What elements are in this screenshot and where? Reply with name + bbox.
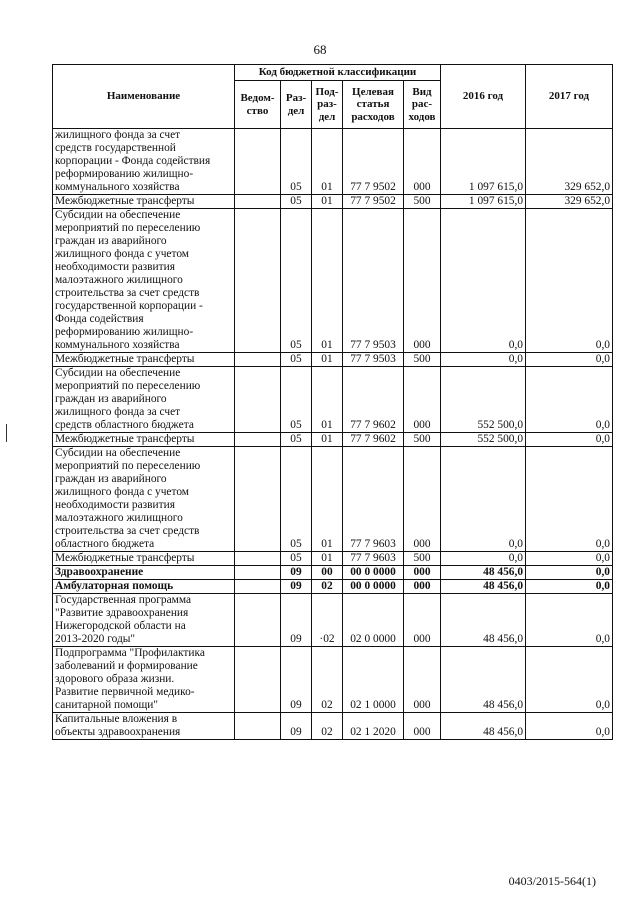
row-tselevaya: 77 7 9603 — [343, 552, 404, 566]
row-name: Государственная программа "Развитие здравоохранения Нижегородской области на 2013-2020 годы" — [53, 594, 235, 647]
row-2017: 0,0 — [526, 647, 613, 713]
table-row — [53, 594, 613, 647]
row-2016: 1 097 615,0 — [441, 129, 526, 195]
row-2016: 552 500,0 — [441, 433, 526, 447]
row-2017: 0,0 — [526, 433, 613, 447]
row-razdel: 09 — [281, 713, 312, 740]
row-tselevaya: 00 0 0000 — [343, 580, 404, 594]
row-2016: 1 097 615,0 — [441, 195, 526, 209]
row-podrazdel: 01 — [312, 195, 343, 209]
row-name: Субсидии на обеспечение мероприятий по переселению граждан из аварийного жилищного фонда с учетом необходимости развития малоэтажного жилищного строительства за счет средств государственной корпорации - Фонда содействия реформированию жилищно- коммунального хозяйства — [53, 209, 235, 353]
table-row — [53, 713, 613, 740]
row-vid: 000 — [404, 447, 441, 552]
row-vedomstvo — [235, 129, 281, 195]
row-razdel: 05 — [281, 552, 312, 566]
row-razdel: 09 — [281, 580, 312, 594]
row-2016: 0,0 — [441, 447, 526, 552]
row-2016: 48 456,0 — [441, 594, 526, 647]
row-podrazdel: 00 — [312, 566, 343, 580]
row-name: Межбюджетные трансферты — [53, 433, 235, 447]
row-name: Субсидии на обеспечение мероприятий по переселению граждан из аварийного жилищного фонда с учетом необходимости развития малоэтажного жилищного строительства за счет средств областного бюджета — [53, 447, 235, 552]
row-vedomstvo — [235, 552, 281, 566]
row-2016: 0,0 — [441, 552, 526, 566]
row-vedomstvo — [235, 647, 281, 713]
row-razdel: 09 — [281, 566, 312, 580]
row-tselevaya: 02 0 0000 — [343, 594, 404, 647]
row-name: Здравоохранение — [53, 566, 235, 580]
row-tselevaya: 77 7 9602 — [343, 433, 404, 447]
row-2016: 48 456,0 — [441, 713, 526, 740]
row-razdel: 05 — [281, 447, 312, 552]
row-2017: 0,0 — [526, 552, 613, 566]
row-name: Межбюджетные трансферты — [53, 195, 235, 209]
table-row — [53, 552, 613, 566]
row-vid: 000 — [404, 367, 441, 433]
table-row — [53, 353, 613, 367]
row-name: Подпрограмма "Профилактика заболеваний и формирование здорового образа жизни. Развитие первичной медико- санитарной помощи" — [53, 647, 235, 713]
row-2016: 48 456,0 — [441, 580, 526, 594]
row-vedomstvo — [235, 353, 281, 367]
table-body — [53, 129, 613, 740]
row-vid: 000 — [404, 594, 441, 647]
table-row — [53, 195, 613, 209]
row-name: жилищного фонда за счет средств государственной корпорации - Фонда содействия реформированию жилищно- коммунального хозяйства — [53, 129, 235, 195]
row-razdel: 05 — [281, 209, 312, 353]
row-razdel: 05 — [281, 129, 312, 195]
row-2016: 48 456,0 — [441, 566, 526, 580]
header-classification-group: Код бюджетной классификации — [235, 65, 441, 81]
budget-table — [52, 64, 613, 740]
row-2017: 0,0 — [526, 594, 613, 647]
header-tselevaya: Целевая статья расходов — [343, 81, 404, 129]
row-vedomstvo — [235, 594, 281, 647]
row-2016: 48 456,0 — [441, 647, 526, 713]
row-vid: 000 — [404, 647, 441, 713]
header-razdel: Раз- дел — [281, 81, 312, 129]
row-vedomstvo — [235, 433, 281, 447]
row-podrazdel: 01 — [312, 353, 343, 367]
row-vid: 000 — [404, 713, 441, 740]
row-name: Капитальные вложения в объекты здравоохранения — [53, 713, 235, 740]
row-podrazdel: ·02 — [312, 594, 343, 647]
row-name: Межбюджетные трансферты — [53, 353, 235, 367]
header-vid: Вид рас- ходов — [404, 81, 441, 129]
row-tselevaya: 77 7 9503 — [343, 209, 404, 353]
margin-mark — [6, 424, 7, 442]
table-row — [53, 580, 613, 594]
row-2017: 0,0 — [526, 367, 613, 433]
row-name: Субсидии на обеспечение мероприятий по переселению граждан из аварийного жилищного фонда за счет средств областного бюджета — [53, 367, 235, 433]
row-tselevaya: 00 0 0000 — [343, 566, 404, 580]
table-row — [53, 447, 613, 552]
row-podrazdel: 02 — [312, 580, 343, 594]
header-vedomstvo: Ведом- ство — [235, 81, 281, 129]
document-code: 0403/2015-564(1) — [508, 874, 596, 888]
row-2017: 0,0 — [526, 580, 613, 594]
row-tselevaya: 02 1 0000 — [343, 647, 404, 713]
row-vid: 500 — [404, 433, 441, 447]
row-podrazdel: 02 — [312, 713, 343, 740]
row-vid: 000 — [404, 566, 441, 580]
row-2017: 0,0 — [526, 447, 613, 552]
row-vid: 500 — [404, 353, 441, 367]
row-2017: 0,0 — [526, 713, 613, 740]
row-razdel: 05 — [281, 433, 312, 447]
row-podrazdel: 01 — [312, 367, 343, 433]
row-razdel: 09 — [281, 647, 312, 713]
row-podrazdel: 01 — [312, 433, 343, 447]
row-vedomstvo — [235, 566, 281, 580]
row-2016: 0,0 — [441, 353, 526, 367]
header-name: Наименование — [53, 65, 235, 129]
row-2016: 552 500,0 — [441, 367, 526, 433]
row-tselevaya: 77 7 9603 — [343, 447, 404, 552]
row-2017: 329 652,0 — [526, 195, 613, 209]
row-vid: 000 — [404, 580, 441, 594]
row-2016: 0,0 — [441, 209, 526, 353]
row-razdel: 09 — [281, 594, 312, 647]
row-vid: 500 — [404, 195, 441, 209]
page-number: 68 — [313, 42, 327, 57]
row-2017: 329 652,0 — [526, 129, 613, 195]
row-2017: 0,0 — [526, 353, 613, 367]
row-vedomstvo — [235, 580, 281, 594]
row-vedomstvo — [235, 447, 281, 552]
row-podrazdel: 01 — [312, 552, 343, 566]
header-2017: 2017 год — [526, 65, 613, 129]
row-name: Амбулаторная помощь — [53, 580, 235, 594]
table-row — [53, 129, 613, 195]
row-tselevaya: 77 7 9602 — [343, 367, 404, 433]
table-row — [53, 367, 613, 433]
row-vedomstvo — [235, 713, 281, 740]
row-vid: 000 — [404, 129, 441, 195]
row-tselevaya: 77 7 9502 — [343, 129, 404, 195]
table-row — [53, 647, 613, 713]
row-tselevaya: 02 1 2020 — [343, 713, 404, 740]
row-podrazdel: 01 — [312, 447, 343, 552]
row-tselevaya: 77 7 9502 — [343, 195, 404, 209]
row-vedomstvo — [235, 209, 281, 353]
row-razdel: 05 — [281, 367, 312, 433]
table-row — [53, 433, 613, 447]
row-name: Межбюджетные трансферты — [53, 552, 235, 566]
row-2017: 0,0 — [526, 566, 613, 580]
row-vedomstvo — [235, 367, 281, 433]
row-2017: 0,0 — [526, 209, 613, 353]
row-podrazdel: 01 — [312, 129, 343, 195]
row-vedomstvo — [235, 195, 281, 209]
row-podrazdel: 02 — [312, 647, 343, 713]
row-podrazdel: 01 — [312, 209, 343, 353]
table-row — [53, 209, 613, 353]
header-2016: 2016 год — [441, 65, 526, 129]
header-podrazdel: Под- раз- дел — [312, 81, 343, 129]
row-vid: 000 — [404, 209, 441, 353]
table-row — [53, 566, 613, 580]
row-vid: 500 — [404, 552, 441, 566]
row-razdel: 05 — [281, 195, 312, 209]
row-razdel: 05 — [281, 353, 312, 367]
row-tselevaya: 77 7 9503 — [343, 353, 404, 367]
